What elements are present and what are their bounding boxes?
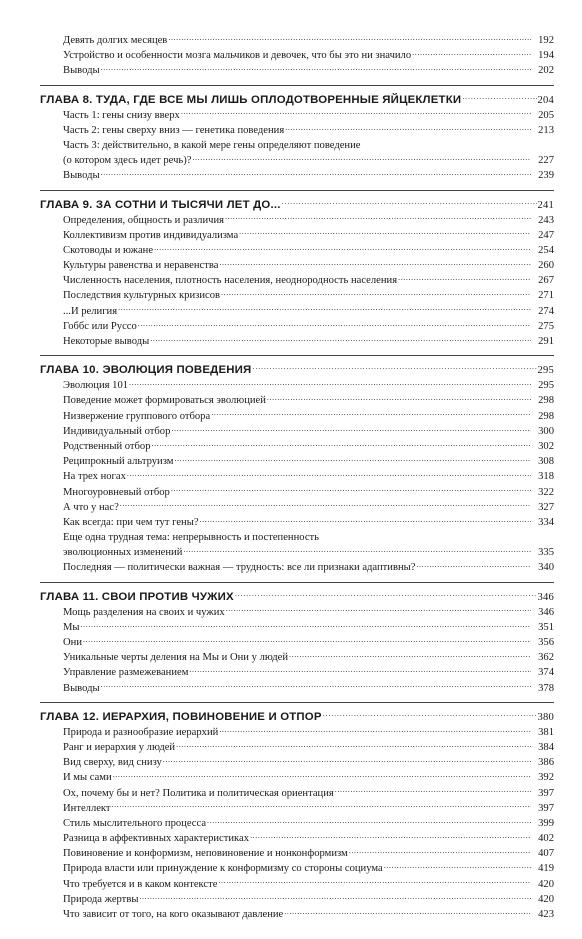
toc-page-number: 308 — [538, 456, 554, 468]
toc-entry[interactable] — [40, 740, 554, 755]
toc-page-number: 420 — [538, 893, 554, 905]
dot-leader — [250, 831, 531, 841]
toc-entry[interactable] — [40, 123, 554, 138]
toc-entry[interactable] — [40, 755, 554, 770]
toc-entry-title: Природа власти или принуждение к конформизму со стороны социума — [63, 863, 383, 875]
dot-leader — [81, 620, 531, 630]
chapter-title: ГЛАВА 8. ТУДА, ГДЕ ВСЕ МЫ ЛИШЬ ОПЛОДОТВОРЕННЫЕ ЯЙЦЕКЛЕТКИ — [40, 93, 462, 106]
toc-page-number: 351 — [538, 621, 554, 633]
dot-leader — [118, 304, 531, 314]
toc-page-number: 327 — [538, 501, 554, 513]
toc-entry[interactable] — [40, 108, 554, 123]
dot-leader — [113, 770, 531, 780]
toc-entry-title: Еще одна трудная тема: непрерывность и постепенность — [63, 532, 319, 544]
toc-entry-title: Гоббс или Руссо — [63, 320, 137, 332]
toc-entry-title: Девять долгих месяцев — [63, 35, 168, 46]
chapter-page-number: 295 — [537, 365, 554, 377]
toc-entry[interactable] — [40, 605, 554, 620]
toc-page-number: 374 — [538, 667, 554, 679]
toc-entry[interactable] — [40, 409, 554, 424]
toc-entry[interactable] — [40, 816, 554, 831]
dot-leader — [282, 198, 537, 208]
toc-page-number: 275 — [538, 320, 554, 332]
toc-entry-title: Эволюция 101 — [63, 380, 129, 392]
toc-page-number: 346 — [538, 606, 554, 618]
dot-leader — [83, 635, 531, 645]
toc-entry-title: Культуры равенства и неравенства — [63, 260, 219, 272]
dot-leader — [174, 454, 531, 464]
toc-page-number: 227 — [538, 155, 554, 167]
toc-entry-title: Они — [63, 637, 82, 648]
toc-entry[interactable] — [40, 515, 554, 530]
toc-entry[interactable] — [40, 469, 554, 484]
dot-leader — [349, 846, 531, 856]
chapter-heading[interactable] — [40, 709, 554, 725]
dot-leader — [323, 710, 537, 720]
chapter-page-number: 346 — [537, 591, 554, 603]
toc-entry-title: Определения, общность и различия — [63, 214, 224, 226]
toc-entry[interactable] — [40, 304, 554, 319]
toc-entry[interactable] — [40, 907, 554, 922]
dot-leader — [398, 273, 531, 283]
toc-entry[interactable] — [40, 635, 554, 650]
dot-leader — [112, 801, 531, 811]
toc-entry-title: Природа жертвы — [63, 893, 139, 905]
chapter-page-number: 380 — [537, 711, 554, 723]
dot-leader — [412, 48, 531, 58]
toc-entry-title: Часть 1: гены снизу вверх — [63, 109, 180, 121]
toc-page-number: 420 — [538, 878, 554, 890]
toc-page-number: 362 — [538, 652, 554, 664]
toc-page-number: 274 — [538, 305, 554, 317]
chapter-heading[interactable] — [40, 92, 554, 108]
chapter-section — [40, 709, 554, 922]
dot-leader — [221, 288, 531, 298]
toc-page-number: 302 — [538, 440, 554, 452]
toc-entry[interactable] — [40, 63, 554, 78]
toc-entry-title: Часть 3: действительно, в какой мере гены определяют поведение — [63, 139, 361, 151]
toc-entry-title: Интеллект — [63, 802, 111, 814]
toc-entry-title: Мы — [63, 621, 80, 633]
dot-leader — [168, 33, 531, 43]
toc-page-number: 397 — [538, 802, 554, 814]
chapter-page-number: 204 — [537, 94, 554, 106]
toc-entry-title: Разница в аффективных характеристиках — [63, 833, 250, 845]
toc-entry[interactable] — [40, 138, 554, 168]
toc-entry-title: Повиновение и конформизм, неповиновение и нонконформизм — [63, 848, 348, 860]
toc-entry[interactable] — [40, 560, 554, 575]
dot-leader — [152, 439, 531, 449]
toc-entry[interactable] — [40, 454, 554, 469]
toc-entry[interactable] — [40, 892, 554, 907]
toc-entry[interactable] — [40, 530, 554, 560]
dot-leader — [127, 469, 531, 479]
toc-page-number: 295 — [538, 380, 554, 392]
toc-entry[interactable] — [40, 786, 554, 801]
toc-entry-title: Ранг и иерархия у людей — [63, 741, 176, 753]
chapter-heading[interactable] — [40, 197, 554, 213]
dot-leader — [189, 665, 531, 675]
toc-entry[interactable] — [40, 650, 554, 665]
toc-entry[interactable] — [40, 243, 554, 258]
chapter-heading[interactable] — [40, 589, 554, 605]
toc-page-number: 322 — [538, 486, 554, 498]
toc-entry-title: Мощь разделения на своих и чужих — [63, 606, 225, 618]
dot-leader — [154, 243, 531, 253]
chapter-heading[interactable] — [40, 362, 554, 378]
toc-entry[interactable] — [40, 168, 554, 183]
chapter-title: ГЛАВА 11. СВОИ ПРОТИВ ЧУЖИХ — [40, 590, 234, 603]
dot-leader — [235, 590, 537, 600]
toc-entry-title: Некоторые выводы — [63, 336, 150, 347]
toc-entry-title: Управление размежеванием — [63, 667, 189, 679]
toc-page-number: 399 — [538, 817, 554, 829]
toc-entry-title: Природа и разнообразие иерархий — [63, 726, 219, 738]
toc-entry[interactable] — [40, 228, 554, 243]
toc-page-number: 300 — [538, 425, 554, 437]
toc-page-number: 267 — [538, 275, 554, 287]
toc-entry-title-continued: (о котором здесь идет речь)? — [63, 155, 192, 167]
toc-page-number: 423 — [538, 909, 554, 920]
dot-leader — [171, 485, 531, 495]
toc-entry-title: ...И религия — [63, 305, 118, 317]
dot-leader — [207, 816, 531, 826]
toc-page-number: 254 — [538, 244, 554, 256]
toc-entry[interactable] — [40, 48, 554, 63]
chapter-page-number: 241 — [537, 199, 554, 211]
previous-chapter-continuation — [40, 33, 554, 79]
toc-page-number: 247 — [538, 229, 554, 241]
dot-leader — [219, 725, 531, 735]
toc-page-number: 194 — [538, 50, 554, 62]
toc-page-number: 205 — [538, 109, 554, 121]
toc-entry-title: Вид сверху, вид снизу — [63, 757, 162, 769]
toc-page-number: 378 — [538, 682, 554, 694]
toc-page-number: 340 — [538, 562, 554, 574]
dot-leader — [120, 500, 531, 510]
dot-leader — [101, 681, 531, 691]
dot-leader — [176, 740, 531, 750]
toc-page-number: 298 — [538, 395, 554, 407]
dot-leader — [181, 108, 531, 118]
toc-entry[interactable] — [40, 288, 554, 303]
dot-leader — [192, 153, 531, 163]
toc-page-number: 356 — [538, 637, 554, 648]
dot-leader — [335, 786, 531, 796]
toc-entry-title: Численность населения, плотность населения, неоднородность населения — [63, 275, 398, 287]
toc-entry[interactable] — [40, 424, 554, 439]
dot-leader — [101, 168, 531, 178]
chapter-title: ГЛАВА 9. ЗА СОТНИ И ТЫСЯЧИ ЛЕТ ДО... — [40, 198, 281, 211]
toc-page-number: 407 — [538, 848, 554, 860]
toc-entry-title: Как всегда: при чем тут гены? — [63, 516, 199, 528]
toc-entry-title: На трех ногах — [63, 471, 126, 483]
toc-entry-title: Устройство и особенности мозга мальчиков и девочек, что бы это ни значило — [63, 50, 412, 62]
toc-entry-title: Последняя — политически важная — трудность: все ли признаки адаптивны? — [63, 562, 416, 574]
toc-page-number: 392 — [538, 772, 554, 784]
toc-entry[interactable] — [40, 620, 554, 635]
toc-entry-title: И мы сами — [63, 772, 112, 784]
toc-entry[interactable] — [40, 877, 554, 892]
toc-page-number: 386 — [538, 757, 554, 769]
dot-leader — [239, 228, 531, 238]
toc-page-number: 192 — [538, 35, 554, 46]
toc-entry-title: Последствия культурных кризисов — [63, 290, 221, 302]
toc-page-number: 298 — [538, 410, 554, 422]
chapter-title: ГЛАВА 12. ИЕРАРХИЯ, ПОВИНОВЕНИЕ И ОТПОР — [40, 710, 322, 723]
dot-leader — [183, 545, 531, 555]
dot-leader — [211, 409, 531, 419]
toc-page-number: 402 — [538, 833, 554, 845]
toc-entry[interactable] — [40, 681, 554, 696]
toc-entry[interactable] — [40, 665, 554, 680]
dot-leader — [139, 892, 531, 902]
toc-page-number: 260 — [538, 260, 554, 272]
toc-entry[interactable] — [40, 500, 554, 515]
toc-entry-title: Скотоводы и южане — [63, 244, 154, 256]
toc-page-number: 291 — [538, 336, 554, 347]
toc-entry-title: Родственный отбор — [63, 440, 151, 452]
dot-leader — [171, 424, 531, 434]
toc-entry-title: Выводы — [63, 170, 100, 182]
toc-entry-title: Часть 2: гены сверху вниз — генетика поведения — [63, 124, 285, 136]
toc-entry-title-continued: эволюционных изменений — [63, 547, 183, 559]
toc-entry[interactable] — [40, 439, 554, 454]
toc-entry[interactable] — [40, 258, 554, 273]
toc-entry-title: Поведение может формироваться эволюцией — [63, 395, 266, 407]
toc-entry-title: Коллективизм против индивидуализма — [63, 229, 239, 241]
toc-entry[interactable] — [40, 378, 554, 393]
dot-leader — [163, 755, 531, 765]
toc-page-number: 243 — [538, 214, 554, 226]
chapter-section — [40, 92, 554, 184]
toc-entry[interactable] — [40, 334, 554, 349]
toc-entry-title: Многоуровневый отбор — [63, 486, 170, 498]
toc-page-number: 318 — [538, 471, 554, 483]
toc-entry-title: А что у нас? — [63, 501, 119, 513]
toc-page-number: 397 — [538, 787, 554, 799]
toc-entry-title: Уникальные черты деления на Мы и Они у людей — [63, 652, 288, 664]
toc-entry-title: Что зависит от того, на кого оказывают давление — [63, 909, 284, 920]
dot-leader — [129, 378, 531, 388]
toc-page-number: 334 — [538, 516, 554, 528]
toc-page-number: 239 — [538, 170, 554, 182]
dot-leader — [267, 393, 531, 403]
dot-leader — [138, 319, 531, 329]
dot-leader — [284, 907, 531, 917]
toc-entry-title: Что требуется и в каком контексте — [63, 878, 218, 890]
toc-entry[interactable] — [40, 846, 554, 861]
toc-page-number: 335 — [538, 547, 554, 559]
toc-entry[interactable] — [40, 801, 554, 816]
dot-leader — [285, 123, 531, 133]
toc-entry[interactable] — [40, 861, 554, 876]
toc-entry-title: Выводы — [63, 65, 100, 77]
chapter-section — [40, 589, 554, 696]
toc-entry[interactable] — [40, 831, 554, 846]
dot-leader — [101, 63, 531, 73]
chapter-title: ГЛАВА 10. ЭВОЛЮЦИЯ ПОВЕДЕНИЯ — [40, 364, 252, 377]
toc-entry[interactable] — [40, 213, 554, 228]
chapter-section — [40, 197, 554, 350]
chapter-section — [40, 362, 554, 575]
dot-leader — [200, 515, 531, 525]
toc-page-number: 271 — [538, 290, 554, 302]
toc-page-number: 202 — [538, 65, 554, 77]
dot-leader — [150, 334, 531, 344]
toc-page-number: 213 — [538, 124, 554, 136]
toc-page-number: 419 — [538, 863, 554, 875]
toc-entry-title: Выводы — [63, 682, 100, 694]
table-of-contents — [40, 33, 554, 922]
toc-entry[interactable] — [40, 770, 554, 785]
toc-entry-title: Индивидуальный отбор — [63, 425, 171, 437]
dot-leader — [218, 877, 531, 887]
toc-entry-title: Ох, почему бы и нет? Политика и политическая ориентация — [63, 787, 334, 799]
dot-leader — [252, 363, 536, 373]
dot-leader — [416, 560, 531, 570]
dot-leader — [289, 650, 531, 660]
dot-leader — [226, 605, 531, 615]
toc-entry-title: Низвержение группового отбора — [63, 410, 211, 422]
toc-page-number: 381 — [538, 726, 554, 738]
toc-page-number: 384 — [538, 741, 554, 753]
dot-leader — [384, 861, 531, 871]
toc-entry[interactable] — [40, 485, 554, 500]
toc-entry[interactable] — [40, 33, 554, 48]
toc-entry-title: Реципрокный альтруизм — [63, 456, 174, 468]
dot-leader — [462, 93, 536, 103]
toc-entry[interactable] — [40, 393, 554, 408]
dot-leader — [225, 213, 531, 223]
dot-leader — [219, 258, 531, 268]
toc-entry[interactable] — [40, 725, 554, 740]
toc-entry[interactable] — [40, 319, 554, 334]
toc-entry-title: Стиль мыслительного процесса — [63, 817, 207, 829]
toc-entry[interactable] — [40, 273, 554, 288]
